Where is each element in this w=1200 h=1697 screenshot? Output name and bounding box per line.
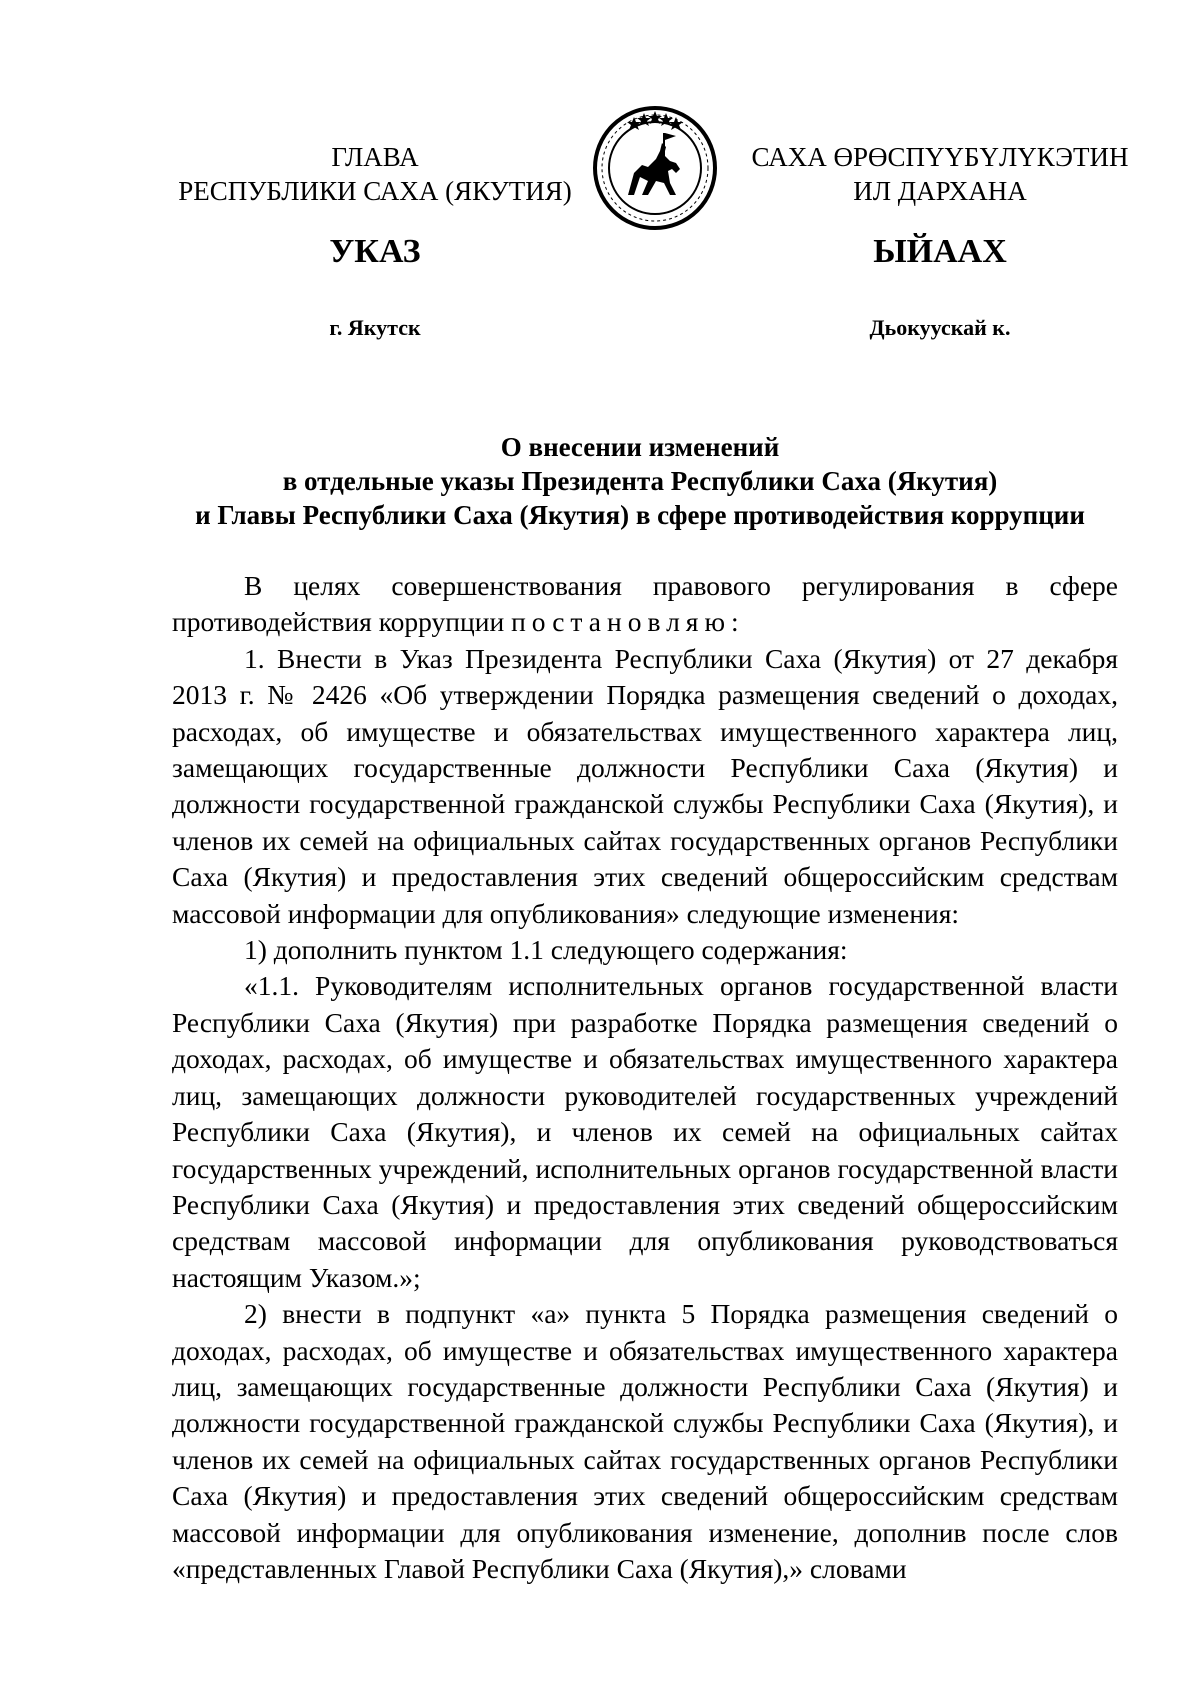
preamble-resolve: постановляю: — [511, 606, 745, 638]
paragraph-subitem-1: 1) дополнить пунктом 1.1 следующего содержания: — [244, 934, 848, 966]
paragraph-preamble — [172, 568, 1118, 641]
paragraph-quote-1-1: «1.1. Руководителям исполнительных органов государственной власти Республики Саха (Якутия) при разработке Порядка размещения сведений о доходах, расходах, об имуществе и обязательствах имущественного характера лиц, замещающих должности руководителей государственных учреждений Республики Саха (Якутия), и членов их семей на официальных сайтах государственных учреждений, исполнительных органов государственной власти Республики Саха (Якутия) и предоставления этих сведений общероссийским средствам массовой информации для опубликования руководствоваться настоящим Указом.»; — [172, 970, 1118, 1293]
header-left — [160, 140, 590, 208]
doc-type-ru: УКАЗ — [329, 233, 421, 270]
header-right-line1: САХА ӨРӨСПҮҮБҮЛҮКЭТИН — [751, 142, 1129, 172]
header-right — [750, 140, 1130, 208]
city-sakha: Дьокуускай к. — [869, 315, 1011, 340]
document-body — [172, 568, 1118, 1587]
city-ru: г. Якутск — [329, 315, 421, 340]
title-line3: и Главы Республики Саха (Якутия) в сфере противодействия коррупции — [195, 500, 1085, 530]
title-line2: в отдельные указы Президента Республики Саха (Якутия) — [282, 466, 998, 496]
header-left-line2: РЕСПУБЛИКИ САХА (ЯКУТИЯ) — [178, 176, 572, 206]
document-title — [160, 430, 1120, 532]
preamble-text: В целях совершенствования правового регулирования в сфере противодействия коррупции — [172, 570, 1118, 638]
doc-type-sakha: ЫЙААХ — [873, 233, 1007, 270]
header-right-line2: ИЛ ДАРХАНА — [853, 176, 1027, 206]
title-line1: О внесении изменений — [500, 432, 780, 462]
header-left-line1: ГЛАВА — [331, 142, 419, 172]
paragraph-subitem-2: 2) внести в подпункт «а» пункта 5 Порядка размещения сведений о доходах, расходах, об имуществе и обязательствах имущественного характера лиц, замещающих государственные должности Республики Саха (Якутия) и должности государственной гражданской службы Республики Саха (Якутия), и членов их семей на официальных сайтах государственных органов Республики Саха (Якутия) и предоставления этих сведений общероссийским средствам массовой информации для опубликования изменение, дополнив после слов «представленных Главой Республики Саха (Якутия),» словами — [172, 1298, 1118, 1584]
paragraph-item-1: 1. Внести в Указ Президента Республики Саха (Якутия) от 27 декабря 2013 г. № 2426 «Об утверждении Порядка размещения сведений о доходах, расходах, об имуществе и обязательствах имущественного характера лиц, замещающих государственные должности Республики Саха (Якутия) и должности государственной гражданской службы Республики Саха (Якутия), и членов их семей на официальных сайтах государственных органов Республики Саха (Якутия) и предоставления этих сведений общероссийским средствам массовой информации для опубликования» следующие изменения: — [172, 642, 1118, 929]
coat-of-arms-icon — [590, 103, 720, 233]
